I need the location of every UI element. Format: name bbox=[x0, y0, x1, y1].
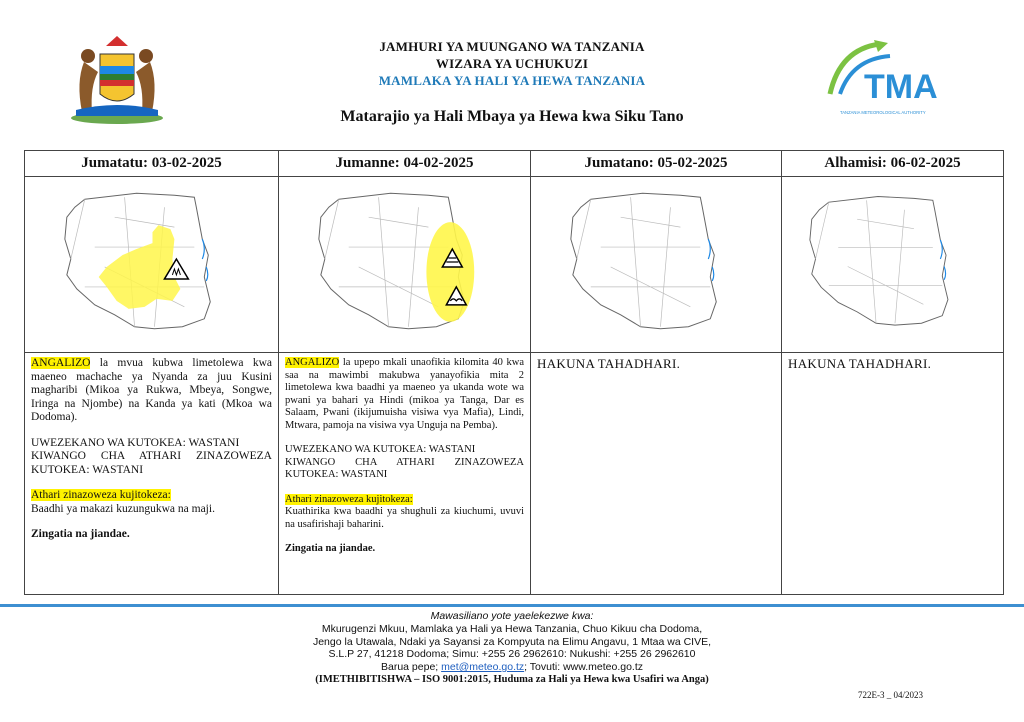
day-header: Jumanne: 04-02-2025 bbox=[279, 151, 531, 177]
alert-label: ANGALIZO bbox=[31, 357, 91, 369]
document-reference: 722E-3 _ 04/2023 bbox=[858, 690, 923, 700]
no-warning-text: HAKUNA TAHADHARI. bbox=[788, 356, 932, 371]
page-title: Matarajio ya Hali Mbaya ya Hewa kwa Siku Tano bbox=[340, 108, 684, 125]
day-header: Alhamisi: 06-02-2025 bbox=[782, 151, 1004, 177]
footer-address-2: Jengo la Utawala, Ndaki ya Sayansi za Kompyuta na Elimu Angavu, 1 Mtaa wa CIVE, bbox=[312, 635, 712, 648]
no-warning-text: HAKUNA TAHADHARI. bbox=[537, 356, 681, 371]
advice-text: Zingatia na jiandae. bbox=[285, 543, 376, 554]
day-map bbox=[25, 177, 279, 353]
day-map bbox=[782, 177, 1004, 353]
day-header-row bbox=[25, 151, 1004, 177]
advice-text: Zingatia na jiandae. bbox=[31, 528, 130, 540]
day1-warning-text bbox=[25, 353, 279, 595]
footer-intro: Mawasiliano yote yaelekezwe kwa: bbox=[430, 610, 594, 622]
tanzania-map bbox=[782, 177, 1003, 352]
footer-divider bbox=[0, 604, 1024, 607]
email-label: Barua pepe; bbox=[380, 661, 442, 674]
day3-warning-text bbox=[531, 353, 782, 595]
map-row bbox=[25, 177, 1004, 353]
ministry-name: WIZARA YA UCHUKUZI bbox=[435, 56, 589, 71]
likelihood: UWEZEKANO WA KUTOKEA: WASTANI bbox=[31, 436, 240, 449]
footer-address-3: S.L.P 27, 41218 Dodoma; Simu: +255 26 2962610: Nukushi: +255 26 2962610 bbox=[328, 648, 696, 661]
warning-zone bbox=[426, 222, 474, 322]
tma-logo-icon bbox=[822, 34, 952, 118]
tanzania-map bbox=[279, 177, 530, 352]
day-map bbox=[279, 177, 531, 353]
text-row bbox=[25, 353, 1004, 595]
impacts-heading: Athari zinazoweza kujitokeza: bbox=[31, 489, 171, 501]
impact-level: KIWANGO CHA ATHARI ZINAZOWEZA KUTOKEA: WASTANI bbox=[31, 450, 272, 476]
impact-level: KIWANGO CHA ATHARI ZINAZOWEZA KUTOKEA: WASTANI bbox=[285, 456, 524, 480]
tma-logo-text: TMA bbox=[864, 68, 938, 106]
day-header: Jumatano: 05-02-2025 bbox=[531, 151, 782, 177]
certification-text: (IMETHIBITISHWA – ISO 9001:2015, Huduma za Hali ya Hewa kwa Usafiri wa Anga) bbox=[315, 673, 709, 685]
agency-name: MAMLAKA YA HALI YA HEWA TANZANIA bbox=[378, 73, 646, 88]
footer-address-1: Mkurugenzi Mkuu, Mamlaka ya Hali ya Hewa Tanzania, Chuo Kikuu cha Dodoma, bbox=[321, 622, 703, 635]
tanzania-map bbox=[25, 177, 278, 352]
email-link[interactable]: met@meteo.go.tz bbox=[441, 661, 525, 674]
day-map bbox=[531, 177, 782, 353]
forecast-table bbox=[24, 150, 1004, 595]
contact-footer bbox=[0, 610, 1024, 687]
impacts-text: Kuathirika kwa baadhi ya shughuli za kiuchumi, uvuvi na usafirishaji baharini. bbox=[285, 506, 524, 530]
alert-label: ANGALIZO bbox=[285, 357, 340, 368]
tma-logo-subtext: TANZANIA METEOROLOGICAL AUTHORITY bbox=[840, 110, 926, 115]
day4-warning-text bbox=[782, 353, 1004, 595]
likelihood: UWEZEKANO WA KUTOKEA: WASTANI bbox=[285, 444, 476, 455]
website-text: ; Tovuti: www.meteo.go.tz bbox=[524, 661, 644, 674]
tanzania-map bbox=[531, 177, 781, 352]
impacts-heading: Athari zinazoweza kujitokeza: bbox=[285, 493, 413, 505]
impacts-text: Baadhi ya makazi kuzungukwa na maji. bbox=[31, 502, 215, 515]
day-header: Jumatatu: 03-02-2025 bbox=[25, 151, 279, 177]
footer-contacts bbox=[0, 661, 1024, 674]
day2-warning-text bbox=[279, 353, 531, 595]
country-name: JAMHURI YA MUUNGANO WA TANZANIA bbox=[379, 39, 645, 54]
alert-text: la mvua kubwa limetolewa kwa maeneo machache ya Nyanda za juu Kusini magharibi (Mikoa ya Rukwa, Mbeya, Songwe, Iringa na Njombe) na Kanda ya kati (Mkoa wa Dodoma). bbox=[31, 357, 272, 423]
letterhead bbox=[0, 0, 1024, 140]
alert-text: la upepo mkali unaofikia kilomita 40 kwa saa na mawimbi makubwa yanayofikia mita 2 limetolewa kwa baadhi ya maeneo ya ukanda wote wa pwani ya bahari ya Hindi (mikoa ya Tanga, Dar es Salaam, Pwani (ikijumuisha visiwa vya Mafia), Lindi, Mtwara, pamoja na visiwa vya Unguja na Pemba). bbox=[285, 357, 524, 431]
